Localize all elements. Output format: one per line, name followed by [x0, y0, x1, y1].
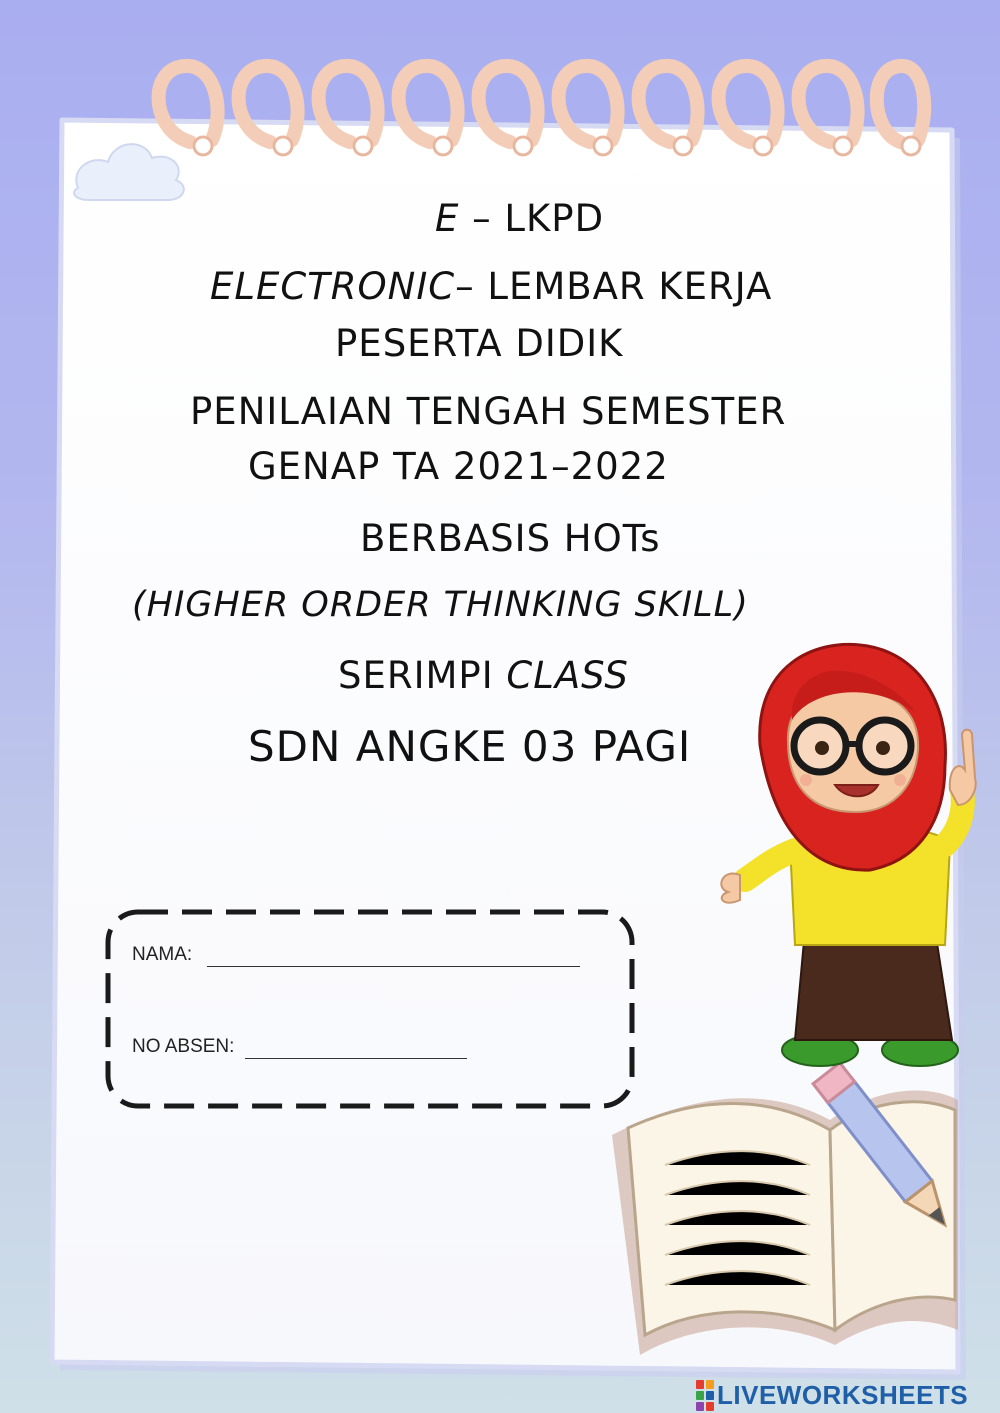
title-elkpd-italic: E: [435, 197, 460, 240]
title-electronic-rest: – LEMBAR KERJA: [455, 265, 773, 308]
liveworksheets-brand: [695, 1380, 968, 1410]
liveworksheets-wordmark: LIVEWORKSHEETS: [717, 1379, 969, 1410]
title-class: [338, 654, 629, 697]
nama-input-line[interactable]: [207, 966, 580, 967]
title-school: SDN ANGKE 03 PAGI: [248, 722, 692, 771]
title-genap: GENAP TA 2021–2022: [248, 445, 669, 488]
title-peserta-didik: PESERTA DIDIK: [335, 322, 624, 365]
title-class-italic: CLASS: [506, 654, 629, 697]
nama-label: NAMA:: [132, 944, 193, 965]
title-penilaian: PENILAIAN TENGAH SEMESTER: [190, 390, 787, 433]
title-electronic: [210, 265, 772, 308]
title-class-plain: SERIMPI: [338, 654, 507, 697]
absen-input-line[interactable]: [245, 1058, 467, 1059]
title-berbasis: BERBASIS HOTs: [360, 517, 661, 560]
absen-label: NO ABSEN:: [132, 1036, 235, 1057]
liveworksheets-logo-icon: [695, 1379, 715, 1412]
title-elkpd: [435, 197, 604, 240]
title-electronic-italic: ELECTRONIC: [210, 265, 456, 308]
open-book-icon: [612, 1090, 958, 1355]
title-hots: (HIGHER ORDER THINKING SKILL): [132, 585, 749, 625]
title-elkpd-rest: – LKPD: [459, 197, 605, 240]
